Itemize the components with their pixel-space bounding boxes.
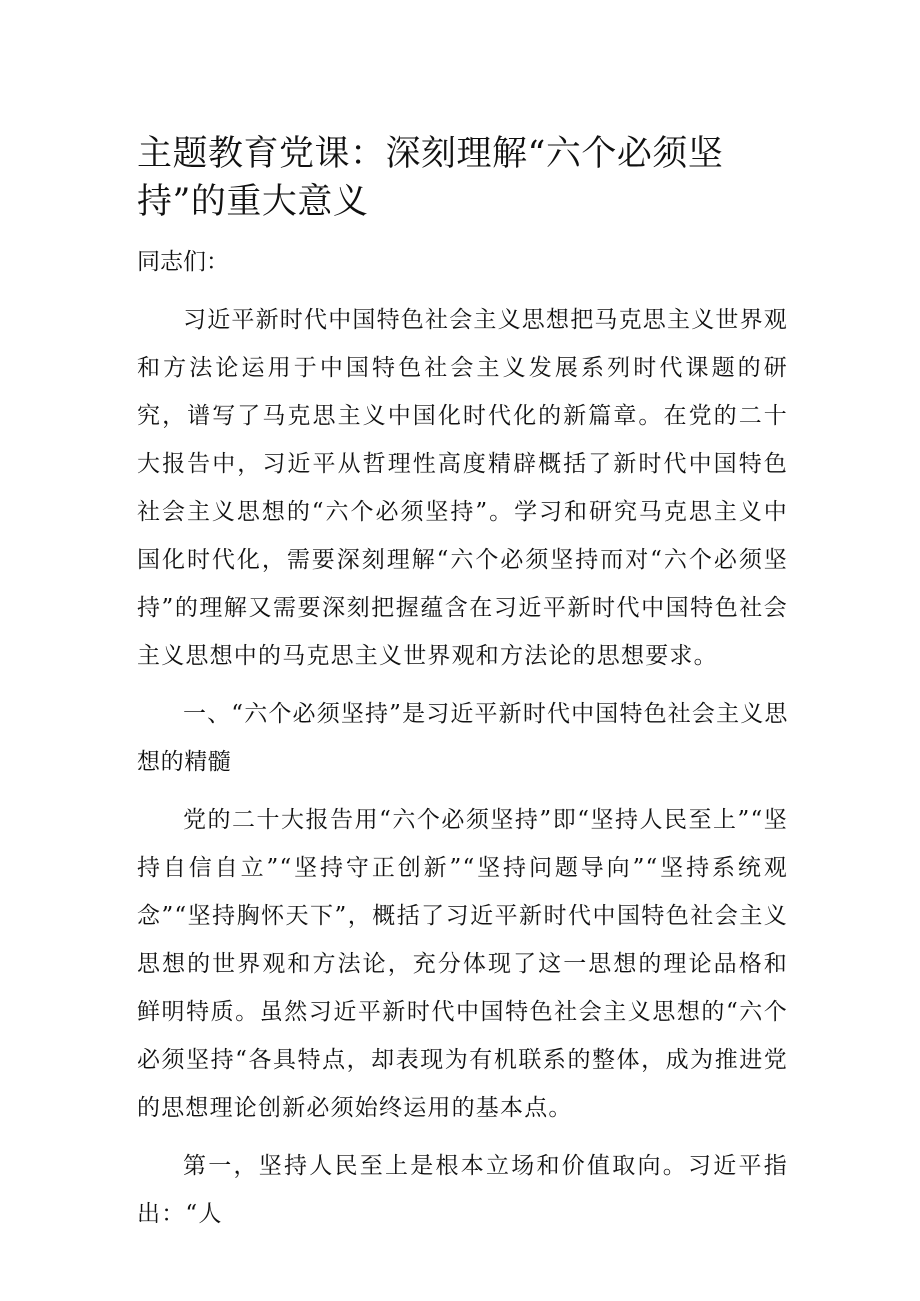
document-title: 主题教育党课：深刻理解“六个必须坚持”的重大意义 bbox=[137, 134, 724, 222]
section-heading-1: 一、“六个必须坚持”是习近平新时代中国特色社会主义思想的精髓 bbox=[137, 701, 788, 775]
paragraph-intro: 习近平新时代中国特色社会主义思想把马克思主义世界观和方法论运用于中国特色社会主义发展系列时代课题的研究，谱写了马克思主义中国化时代化的新篇章。在党的二十大报告中，习近平从哲理性高度精辟概括了新时代中国特色社会主义思想的“六个必须坚持”。学习和研究马克思主义中国化时代化，需要深刻理解“六个必须坚持而对“六个必须坚持”的理解又需要深刻把握蕴含在习近平新时代中国特色社会主义思想中的马克思主义世界观和方法论的思想要求。 bbox=[137, 307, 788, 669]
salutation: 同志们： bbox=[137, 249, 229, 275]
paragraph-section-1: 党的二十大报告用“六个必须坚持”即“坚持人民至上”“坚持自信自立”“坚持守正创新”“坚持问题导向”“坚持系统观念”“坚持胸怀天下”，概括了习近平新时代中国特色社会主义思想的世界观和方法论，充分体现了这一思想的理论品格和鲜明特质。虽然习近平新时代中国特色社会主义思想的“六个必须坚持“各具特点，却表现为有机联系的整体，成为推进党的思想理论创新必须始终运用的基本点。 bbox=[137, 807, 788, 1121]
paragraph-point-1: 第一，坚持人民至上是根本立场和价值取向。习近平指出：“人 bbox=[137, 1153, 788, 1227]
